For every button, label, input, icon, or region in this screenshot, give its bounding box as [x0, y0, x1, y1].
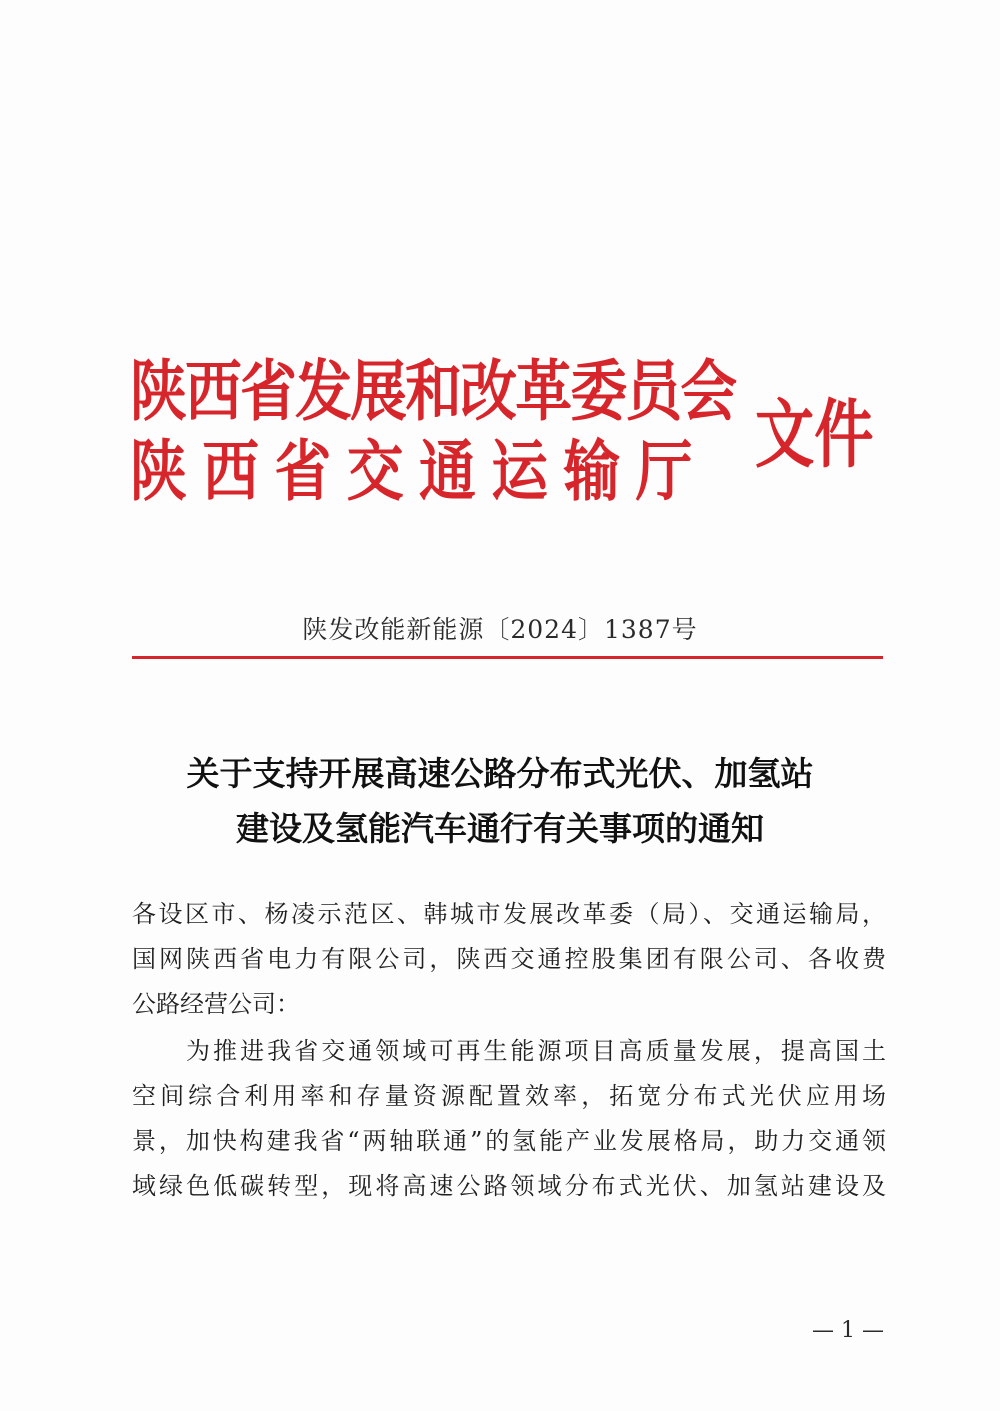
body-line: 景，加快构建我省“两轴联通”的氢能产业发展格局，助力交通领	[132, 1127, 886, 1155]
issuer-names	[130, 352, 750, 512]
document-number: 陕发改能新能源〔2024〕1387号	[302, 615, 698, 644]
recipients-line: 公路经营公司：	[132, 990, 300, 1018]
issuer-name-development-reform-commission: 陕西省发展和改革委员会	[130, 353, 736, 430]
body-line: 空间综合利用率和存量资源配置效率，拓宽分布式光伏应用场	[132, 1082, 886, 1110]
recipients-line: 各设区市、杨凌示范区、韩城市发展改革委（局）、交通运输局，	[132, 900, 886, 928]
page-number: — 1 —	[812, 1318, 884, 1343]
issuer-header	[130, 352, 890, 522]
title-line-1: 关于支持开展高速公路分布式光伏、加氢站	[186, 754, 814, 793]
recipients-line: 国网陕西省电力有限公司，陕西交通控股集团有限公司、各收费	[132, 945, 886, 973]
document-title	[100, 746, 900, 856]
issuer-name-transport-department: 陕西省交通运输厅	[130, 433, 708, 510]
recipients-paragraph	[132, 892, 886, 1027]
document-body	[132, 892, 886, 1209]
title-line-2: 建设及氢能汽车通行有关事项的通知	[236, 809, 764, 848]
body-line: 域绿色低碳转型，现将高速公路领域分布式光伏、加氢站建设及	[132, 1172, 886, 1200]
red-divider-line	[132, 656, 883, 659]
issuer-suffix: 文件	[755, 392, 874, 478]
body-paragraph	[132, 1029, 886, 1209]
body-line: 为推进我省交通领域可再生能源项目高质量发展，提高国土	[186, 1037, 886, 1065]
